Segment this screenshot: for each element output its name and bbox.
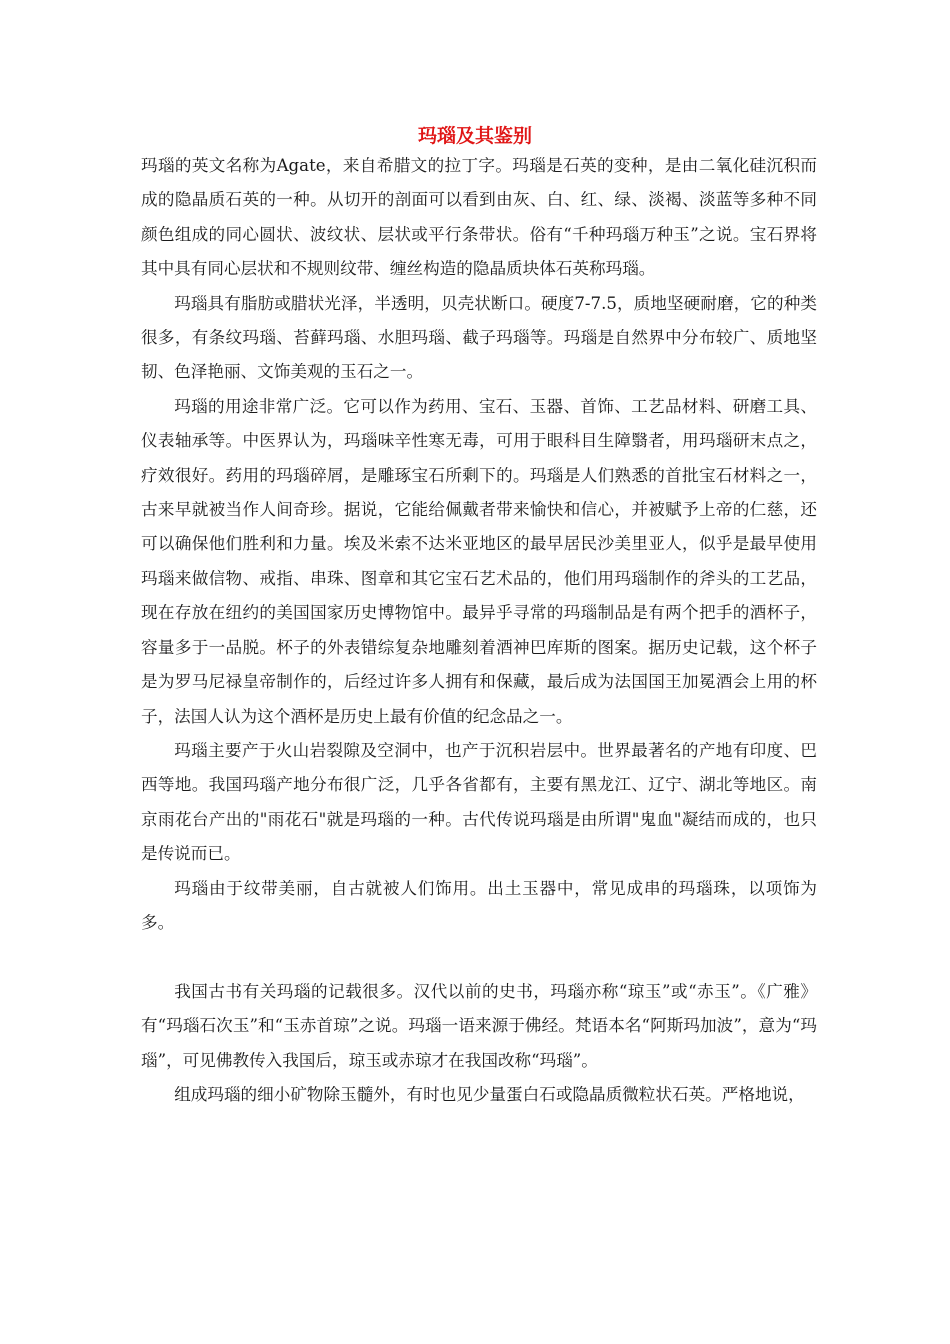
document-body (141, 149, 817, 1112)
document-title: 玛瑙及其鉴别 (417, 125, 532, 147)
paragraph-composition: 组成玛瑙的细小矿物除玉髓外，有时也见少量蛋白石或隐晶质微粒状石英。严格地说， (174, 1084, 805, 1104)
paragraph-spacer (141, 940, 817, 974)
paragraph-history: 我国古书有关玛瑙的记载很多。汉代以前的史书，玛瑙亦称“琼玉”或“赤玉”。《广雅》有“玛瑙石次玉”和“玉赤首琼”之说。玛瑙一语来源于佛经。梵语本名“阿斯玛加波”，意为“玛瑙”，可见佛教传入我国后，琼玉或赤琼才在我国改称“玛瑙”。 (141, 981, 817, 1070)
paragraph-intro: 玛瑙的英文名称为Agate，来自希腊文的拉丁字。玛瑙是石英的变种，是由二氧化硅沉积而成的隐晶质石英的一种。从切开的剖面可以看到由灰、白、红、绿、淡褐、淡蓝等多种不同颜色组成的同心圆状、波纹状、层状或平行条带状。俗有“千种玛瑙万种玉”之说。宝石界将其中具有同心层状和不规则纹带、缠丝构造的隐晶质块体石英称玛瑙。 (141, 156, 817, 279)
paragraph-origin: 玛瑙主要产于火山岩裂隙及空洞中，也产于沉积岩层中。世界最著名的产地有印度、巴西等地。我国玛瑙产地分布很广泛，几乎各省都有，主要有黑龙江、辽宁、湖北等地区。南京雨花台产出的"雨花石"就是玛瑙的一种。古代传说玛瑙是由所谓"鬼血"凝结而成的，也只是传说而已。 (141, 740, 817, 864)
paragraph-uses: 玛瑙的用途非常广泛。它可以作为药用、宝石、玉器、首饰、工艺品材料、研磨工具、仪表轴承等。中医界认为，玛瑙味辛性寒无毒，可用于眼科目生障翳者，用玛瑙研末点之，疗效很好。药用的玛瑙碎屑，是雕琢宝石所剩下的。玛瑙是人们熟悉的首批宝石材料之一，古来早就被当作人间奇珍。据说，它能给佩戴者带来愉快和信心，并被赋予上帝的仁慈，还可以确保他们胜利和力量。埃及米索不达米亚地区的最早居民沙美里亚人，似乎是最早使用玛瑙来做信物、戒指、串珠、图章和其它宝石艺术品的，他们用玛瑙制作的斧头的工艺品，现在存放在纽约的美国国家历史博物馆中。最异乎寻常的玛瑙制品是有两个把手的酒杯子，容量多于一品脱。杯子的外表错综复杂地雕刻着酒神巴库斯的图案。据历史记载，这个杯子是为罗马尼禄皇帝制作的，后经过许多人拥有和保藏，最后成为法国国王加冕酒会上用的杯子，法国人认为这个酒杯是历史上最有价值的纪念品之一。 (141, 396, 817, 726)
paragraph-ornament: 玛瑙由于纹带美丽，自古就被人们饰用。出土玉器中，常见成串的玛瑙珠，以项饰为多。 (141, 878, 817, 932)
paragraph-properties: 玛瑙具有脂肪或腊状光泽，半透明，贝壳状断口。硬度7-7.5，质地坚硬耐磨，它的种类很多，有条纹玛瑙、苔藓玛瑙、水胆玛瑙、截子玛瑙等。玛瑙是自然界中分布较广、质地坚韧、色泽艳丽、文饰美观的玉石之一。 (141, 293, 817, 382)
